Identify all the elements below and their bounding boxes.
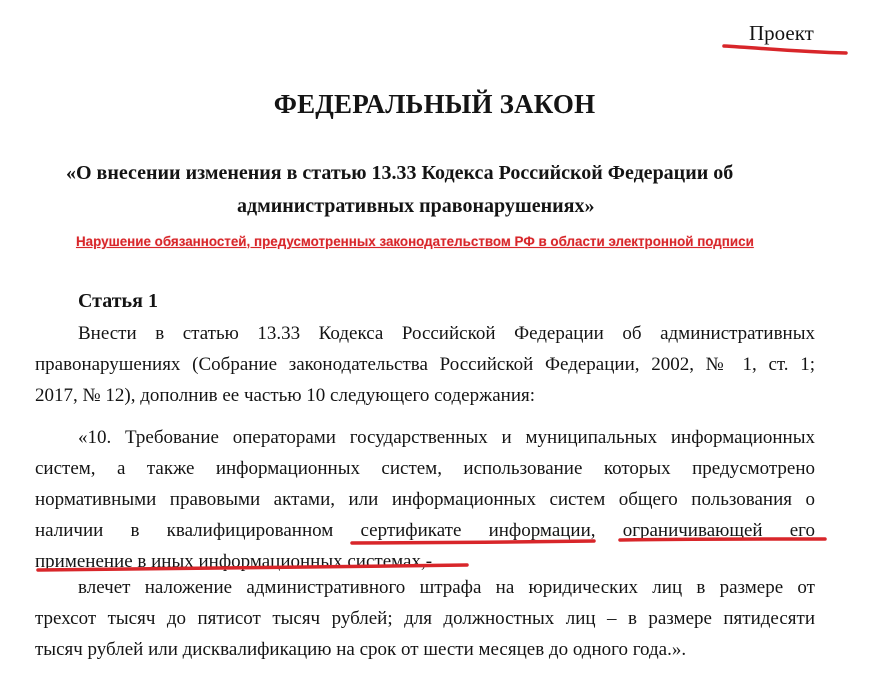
draft-stamp: Проект	[749, 21, 814, 45]
paragraph-line: наличии в квалифицированном сертификате информации, ограничивающей его	[35, 520, 815, 541]
subtitle-line-1: «О внесении изменения в статью 13.33 Кодекса Российской Федерации об	[66, 162, 734, 184]
paragraph-line: нормативными правовыми актами, или информационных систем общего пользования о	[35, 489, 815, 510]
red-annotation-caption: Нарушение обязанностей, предусмотренных законодательством РФ в области электронной подписи	[76, 234, 754, 249]
document-title: ФЕДЕРАЛЬНЫЙ ЗАКОН	[273, 89, 596, 119]
paragraph-line: систем, а также информационных систем, использование которых предусмотрено	[35, 458, 815, 479]
article-paragraph-3	[35, 572, 815, 665]
paragraph-line: влечет наложение административного штрафа на юридических лиц в размере от	[78, 577, 815, 598]
paragraph-line: 2017, № 12), дополнив ее частью 10 следующего содержания:	[35, 385, 536, 406]
paragraph-line: правонарушениях (Собрание законодательства Российской Федерации, 2002, № 1, ст. 1;	[35, 354, 815, 375]
stamp-underline-marker	[724, 46, 846, 53]
subtitle-line-2: административных правонарушениях»	[237, 195, 595, 217]
article-heading: Статья 1	[78, 290, 158, 312]
article-paragraph-2	[35, 422, 815, 577]
paragraph-line: Внести в статью 13.33 Кодекса Российской Федерации об административных	[78, 323, 815, 344]
paragraph-line: «10. Требование операторами государственных и муниципальных информационных	[78, 427, 815, 448]
paragraph-line: применение в иных информационных системах,-	[35, 551, 433, 572]
paragraph-line: трехсот тысяч до пятисот тысяч рублей; для должностных лиц – в размере пятидесяти	[35, 608, 815, 629]
article-paragraph-1	[35, 318, 815, 411]
paragraph-line: тысяч рублей или дисквалификацию на срок от шести месяцев до одного года.».	[35, 639, 687, 660]
